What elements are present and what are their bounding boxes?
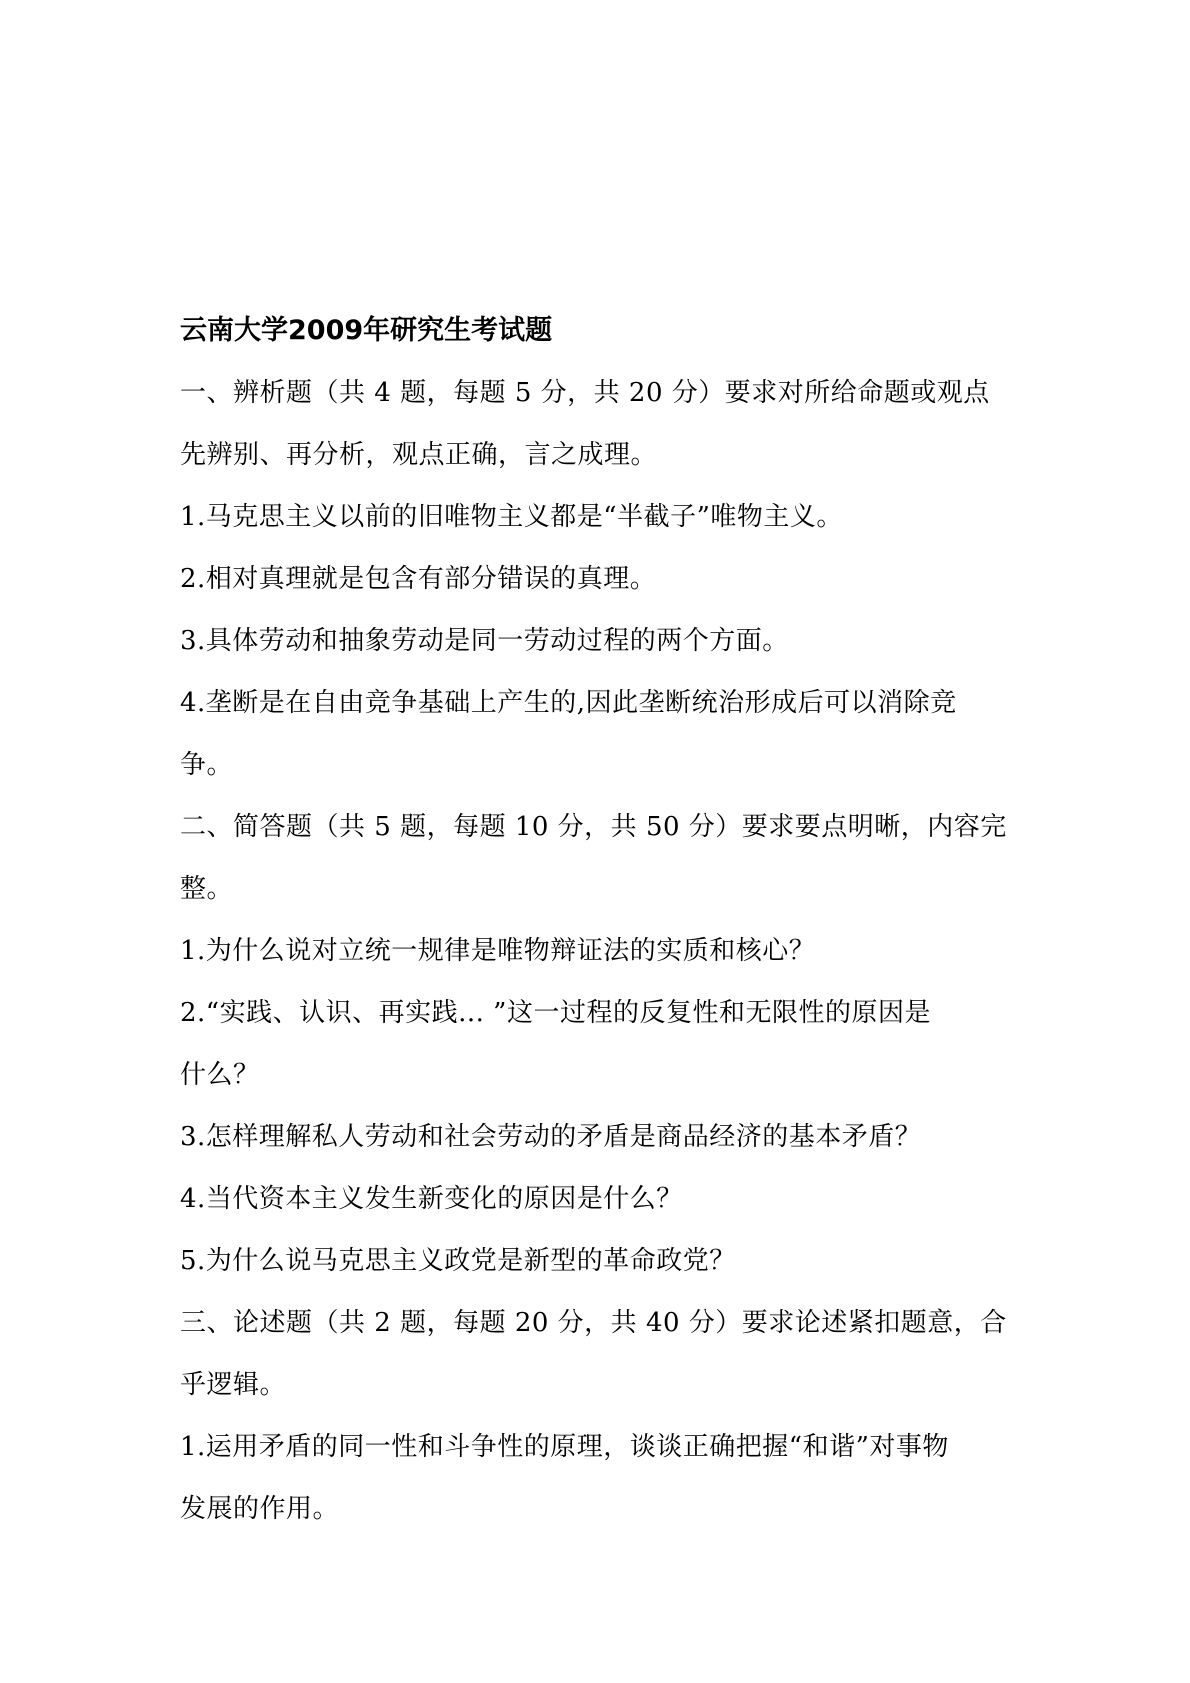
section-2-heading: 二、简答题（共 5 题，每题 10 分，共 50 分）要求要点明晰，内容完: [180, 812, 1007, 842]
section-1-question-2: 2.相对真理就是包含有部分错误的真理。: [180, 564, 657, 594]
section-3-question-1-cont: 发展的作用。: [180, 1494, 340, 1524]
section-1-heading-cont: 先辨别、再分析，观点正确，言之成理。: [180, 440, 658, 470]
document-title: 云南大学2009年研究生考试题: [180, 315, 553, 346]
document-page: [180, 300, 1020, 1540]
section-2-question-5: 5.为什么说马克思主义政党是新型的革命政党？: [180, 1246, 736, 1276]
section-1-question-1: 1.马克思主义以前的旧唯物主义都是“半截子”唯物主义。: [180, 502, 843, 532]
section-1-heading: 一、辨析题（共 4 题，每题 5 分，共 20 分）要求对所给命题或观点: [180, 378, 990, 408]
section-3-heading: 三、论述题（共 2 题，每题 20 分，共 40 分）要求论述紧扣题意，合: [180, 1308, 1007, 1338]
section-1-question-4: 4.垄断是在自由竞争基础上产生的,因此垄断统治形成后可以消除竞: [180, 688, 957, 718]
section-2-question-1: 1.为什么说对立统一规律是唯物辩证法的实质和核心？: [180, 936, 816, 966]
section-2-question-2: 2.“实践、认识、再实践... ”这一过程的反复性和无限性的原因是: [180, 998, 931, 1028]
section-1-question-4-cont: 争。: [180, 750, 234, 780]
section-2-question-3: 3.怎样理解私人劳动和社会劳动的矛盾是商品经济的基本矛盾？: [180, 1122, 922, 1152]
section-2-question-4: 4.当代资本主义发生新变化的原因是什么？: [180, 1184, 683, 1214]
section-3-heading-cont: 乎逻辑。: [180, 1370, 287, 1400]
section-2-question-2-cont: 什么？: [180, 1060, 260, 1090]
section-1-question-3: 3.具体劳动和抽象劳动是同一劳动过程的两个方面。: [180, 626, 789, 656]
section-3-question-1: 1.运用矛盾的同一性和斗争性的原理，谈谈正确把握“和谐”对事物: [180, 1432, 949, 1462]
section-2-heading-cont: 整。: [180, 874, 234, 904]
